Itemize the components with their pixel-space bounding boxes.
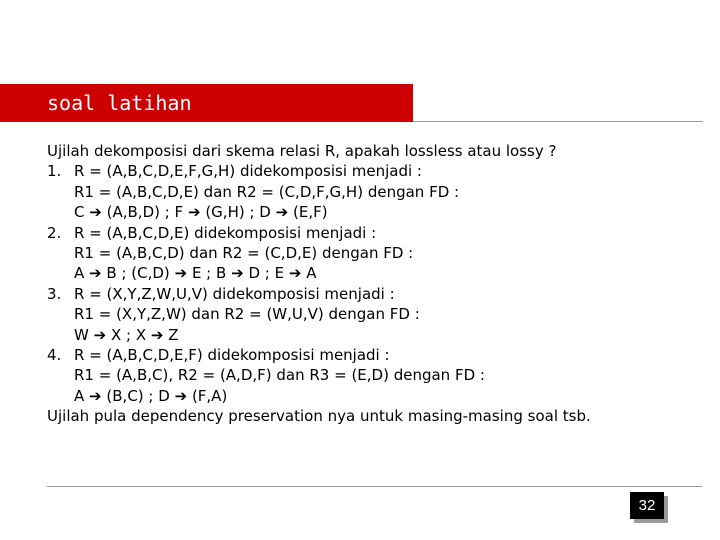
arrow-icon: ➔	[89, 203, 102, 222]
item-decomposition: R1 = (A,B,C), R2 = (A,D,F) dan R3 = (E,D) dengan FD :	[74, 366, 485, 385]
list-item	[47, 161, 707, 181]
item-number: 3.	[47, 284, 62, 303]
item-relation: R = (A,B,C,D,E,F) didekomposisi menjadi :	[74, 345, 390, 364]
slide-title: soal latihan	[47, 91, 192, 115]
arrow-icon: ➔	[288, 264, 302, 283]
footer-divider	[47, 486, 702, 487]
item-fds: A ➔ (B,C) ; D ➔ (F,A)	[74, 386, 228, 405]
item-decomposition: R1 = (X,Y,Z,W) dan R2 = (W,U,V) dengan FD :	[74, 305, 420, 324]
arrow-icon: ➔	[89, 386, 102, 405]
arrow-icon: ➔	[174, 386, 188, 405]
item-number: 2.	[47, 223, 62, 242]
list-item	[47, 345, 707, 365]
item-fds: C ➔ (A,B,D) ; F ➔ (G,H) ; D ➔ (E,F)	[74, 203, 328, 222]
slide-content	[47, 141, 707, 426]
list-item	[47, 284, 707, 304]
outro-text: Ujilah pula dependency preservation nya untuk masing-masing soal tsb.	[47, 407, 591, 426]
item-number: 1.	[47, 162, 62, 181]
arrow-icon: ➔	[89, 264, 102, 283]
page-number: 32	[630, 492, 664, 519]
arrow-icon: ➔	[174, 264, 188, 283]
title-divider	[413, 121, 703, 122]
item-decomposition: R1 = (A,B,C,D) dan R2 = (C,D,E) dengan FD :	[74, 243, 414, 262]
item-relation: R = (X,Y,Z,W,U,V) didekomposisi menjadi :	[74, 284, 395, 303]
item-relation: R = (A,B,C,D,E,F,G,H) didekomposisi menjadi :	[74, 162, 422, 181]
item-fds: W ➔ X ; X ➔ Z	[74, 325, 179, 344]
item-decomposition: R1 = (A,B,C,D,E) dan R2 = (C,D,F,G,H) dengan FD :	[74, 182, 460, 201]
item-fds: A ➔ B ; (C,D) ➔ E ; B ➔ D ; E ➔ A	[74, 264, 317, 283]
intro-text: Ujilah dekomposisi dari skema relasi R, apakah lossless atau lossy ?	[47, 142, 557, 160]
arrow-icon: ➔	[93, 325, 107, 344]
arrow-icon: ➔	[187, 203, 201, 222]
list-item	[47, 223, 707, 243]
item-number: 4.	[47, 345, 62, 364]
arrow-icon: ➔	[150, 325, 164, 344]
arrow-icon: ➔	[231, 264, 244, 283]
item-relation: R = (A,B,C,D,E) didekomposisi menjadi :	[74, 223, 377, 242]
arrow-icon: ➔	[275, 203, 289, 222]
